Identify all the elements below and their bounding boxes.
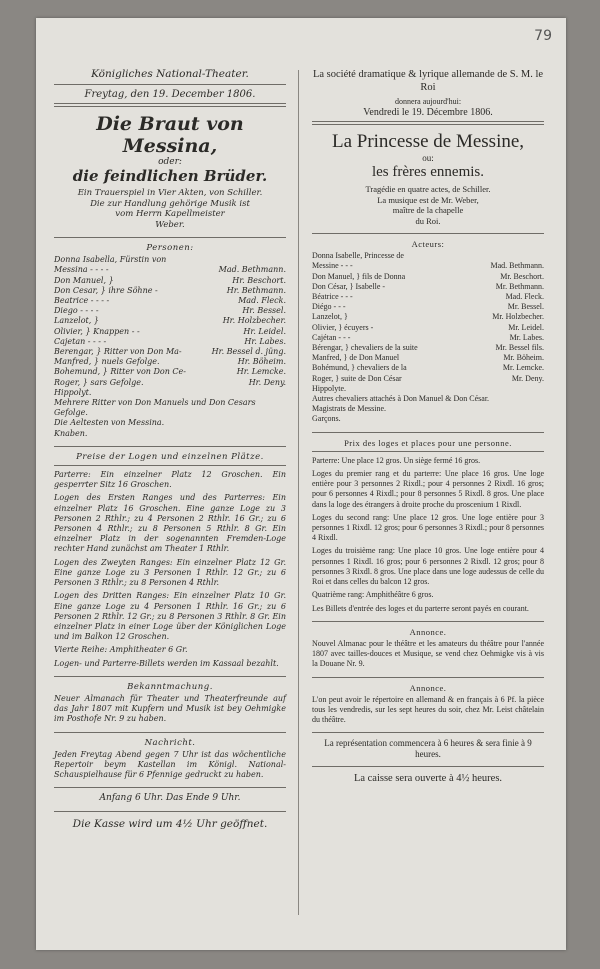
cast-row: Donna Isabella, Fürstin von — [54, 255, 167, 265]
de-desc-line: vom Herrn Kapellmeister — [115, 209, 225, 219]
cast-row: Roger, } sars Gefolge. Hr. Deny. — [54, 377, 286, 387]
de-rule — [54, 446, 286, 447]
cast-extra: Die Aeltesten von Messina. — [54, 418, 165, 428]
cast-row: Cajétan - - - Mr. Labes. — [312, 332, 544, 342]
de-price-entry: Logen des Dritten Ranges: Ein einzelner Platz 10 Gr. Eine ganze Loge zu 4 Personen 1 Rthlr. 16 Gr.; zu 6 Personen 2 Rthlr. 12 Gr.; zu 8 Personen 3 Rthlr. 8 Gr. Ein einzelner Platz in einer Loge über der Königlichen Loge und im Balkon 12 Groschen. — [54, 591, 286, 642]
cast-row: Berengar, } Ritter von Don Ma- Hr. Bessel d. jüng. — [54, 347, 286, 357]
cast-row: Don César, } Isabelle - Mr. Bethmann. — [312, 281, 544, 291]
cast-row: Donna Isabelle, Princesse de — [312, 251, 404, 261]
de-price-entry: Vierte Reihe: Amphitheater 6 Gr. — [54, 645, 188, 655]
fr-price-entry: Loges du troisième rang: Une place 10 gros. Une loge entière pour 4 personnes 1 Rixdl. 16 gros; pour 6 personnes 2 Rixdl. 12 gros; pour 8 personnes 3 Rixdl. 8 gros. Une place dans une loge audessus de celle du Roi et dans celles du balcon 12 gros. — [312, 546, 544, 587]
cast-row: Beatrice - - - - Mad. Fleck. — [54, 296, 286, 306]
de-notice-heading: Bekanntmachung. — [127, 681, 213, 692]
fr-times: La représentation commencera à 6 heures & sera finie à 9 heures. — [324, 738, 532, 759]
fr-desc-line: Tragédie en quatre actes, de Schiller. — [365, 184, 491, 194]
fr-desc-line: La musique est de Mr. Weber, — [377, 194, 479, 205]
de-date: Freytag, den 19. December 1806. — [84, 89, 256, 100]
fr-play-title: La Princesse de Messine, — [331, 131, 525, 152]
fr-rule — [312, 621, 544, 622]
german-column — [54, 68, 286, 831]
de-theatre-name: Königliches National-Theater. — [91, 68, 249, 80]
fr-rule — [312, 121, 544, 125]
cast-row: Manfred, } de Don Manuel Mr. Böheim. — [312, 353, 544, 363]
de-or: oder: — [158, 157, 182, 167]
de-times: Anfang 6 Uhr. Das Ende 9 Uhr. — [99, 793, 241, 804]
de-desc-line: Ein Trauerspiel in Vier Akten, von Schiller. — [77, 188, 263, 198]
cast-row: Olivier, } écuyers - Mr. Leidel. — [312, 322, 544, 332]
cast-row: Bohémund, } chevaliers de la Mr. Lemcke. — [312, 363, 544, 373]
cast-row: Messina - - - - Mad. Bethmann. — [54, 265, 286, 275]
fr-rule — [312, 732, 544, 733]
de-rule — [54, 787, 286, 788]
playbill-sheet — [36, 18, 566, 950]
cast-extra: Autres chevaliers attachés à Don Manuel & Don César. — [312, 394, 490, 404]
fr-donnera: donnera aujourd'hui: — [394, 97, 462, 106]
de-rule — [54, 237, 286, 238]
fr-date: Vendredi le 19. Décembre 1806. — [363, 107, 493, 118]
cast-row: Cajetan - - - - Hr. Labes. — [54, 336, 286, 346]
de-price-entry: Logen- und Parterre-Billets werden im Kassaal bezahlt. — [54, 658, 279, 668]
de-news-heading: Nachricht. — [144, 737, 196, 748]
cast-row: Don Manuel, } Hr. Beschort. — [54, 275, 286, 285]
de-rule — [54, 103, 286, 107]
cast-row: Don Cesar, } ihre Söhne - Hr. Bethmann. — [54, 285, 286, 295]
cast-extra: Garçons. — [312, 414, 341, 424]
cast-row: Roger, } suite de Don César Mr. Deny. — [312, 373, 544, 383]
cast-row: Diego - - - - Hr. Bessel. — [54, 306, 286, 316]
fr-rule — [312, 677, 544, 678]
cast-row: Olivier, } Knappen - - Hr. Leidel. — [54, 326, 286, 336]
de-play-title: Die Braut von Messina, — [96, 113, 244, 157]
de-play-subtitle: die feindlichen Brüder. — [72, 167, 268, 185]
de-desc-line: Die zur Handlung gehörige Musik ist — [90, 198, 250, 209]
de-price-entry: Logen des Ersten Ranges und des Parterres: Ein einzelner Platz 16 Groschen. Eine ganze Loge zu 3 Personen 2 Rthlr.; zu 4 Personen 2 Rthlr. 16 Gr.; zu 6 Personen 4 Rthlr.; zu 8 Personen 5 Rthlr. 8 Gr. Ein einzelner Platz in der sogenannten Fremden-Loge rechter Hand zunächst am Theater 1 Rthlr. — [54, 493, 286, 554]
fr-price-entry: Loges du premier rang et du parterre: Une place 16 gros. Une loge entière pour 3 personnes 2 Rixdl.; pour 4 personnes 2 Rixdl. 16 gros; pour 6 personnes 4 Rixdl.; pour 8 personnes 5 Rixdl. 8 gros. Une place dans la loge des étrangers à droite proche du proscenium 1 Rixdl. — [312, 469, 544, 509]
fr-or: ou: — [422, 153, 434, 163]
fr-desc-line: maître de la chapelle — [392, 205, 464, 215]
fr-box-office: La caisse sera ouverte à 4½ heures. — [353, 772, 503, 784]
de-cast-list — [54, 255, 286, 439]
de-price-entry: Parterre: Ein einzelner Platz 12 Groschen. Ein gesperrter Sitz 16 Groschen. — [54, 470, 286, 490]
cast-extra: Mehrere Ritter von Don Manuels und Don Cesars Gefolge. — [54, 398, 256, 418]
cast-row: Don Manuel, } fils de Donna Mr. Beschort. — [312, 271, 544, 281]
cast-row: Bérengar, } chevaliers de la suite Mr. Bessel fils. — [312, 343, 544, 353]
de-rule — [54, 465, 286, 466]
de-cast-heading: Personen: — [146, 243, 194, 253]
french-column — [312, 68, 544, 786]
fr-price-entry: Loges du second rang: Une place 12 gros. Une loge entière pour 3 personnes 1 Rixdl. 12 gros; pour 6 personnes 3 Rixdl.; pour 8 personnes 4 Rixdl. — [312, 512, 544, 543]
fr-rule — [312, 432, 544, 433]
cast-row: Diégo - - - Mr. Bessel. — [312, 302, 544, 312]
fr-theatre-name: La société dramatique & lyrique allemande de S. M. le Roi — [312, 69, 544, 93]
fr-prices-heading: Prix des loges et places pour une personne. — [344, 437, 512, 448]
fr-description — [312, 184, 544, 226]
cast-extra: Knaben. — [54, 428, 88, 438]
fr-play-subtitle: les frères ennemis. — [371, 164, 485, 180]
de-rule — [54, 811, 286, 812]
cast-row: Béatrice - - - Mad. Fleck. — [312, 292, 544, 302]
column-divider — [298, 70, 299, 915]
cast-extra: Magistrats de Messine. — [312, 404, 386, 414]
fr-cast-heading: Acteurs: — [411, 239, 445, 249]
fr-news-heading: Annonce. — [409, 682, 447, 693]
fr-notice-heading: Annonce. — [409, 626, 447, 637]
de-prices-heading: Preise der Logen und einzelnen Plätze. — [76, 451, 264, 462]
cast-row: Manfred, } nuels Gefolge. Hr. Böheim. — [54, 357, 286, 367]
cast-row: Lanzelot, } Mr. Holzbecher. — [312, 312, 544, 322]
de-description — [54, 188, 286, 230]
fr-notice-text: Nouvel Almanac pour le théâtre et les amateurs du théâtre pour l'année 1807 avec tailles-douces et Musique, se vend chez Oehmigke vis à vis la Douane Nr. 9. — [312, 638, 544, 669]
de-rule — [54, 676, 286, 677]
cast-row: Lanzelot, } Hr. Holzbecher. — [54, 316, 286, 326]
fr-news-text: L'on peut avoir le répertoire en allemand & en français à 6 Pf. la pièce tous les vendredis, sur les sept heures du soir, chez Mr. Leist châtelain du théâtre. — [312, 694, 544, 725]
de-desc-line: Weber. — [155, 219, 185, 230]
cast-row: Bohemund, } Ritter von Don Ce- Hr. Lemcke. — [54, 367, 286, 377]
fr-rule — [312, 451, 544, 452]
de-news-text: Jeden Freytag Abend gegen 7 Uhr ist das wöchentliche Repertoir beym Kastellan im Königl. National-Schauspielhause für 6 Pfennige gedruckt zu haben. — [54, 749, 286, 780]
de-box-office: Die Kasse wird um 4½ Uhr geöffnet. — [72, 817, 268, 830]
sheet-number: 79 — [534, 28, 552, 44]
fr-desc-line: du Roi. — [415, 215, 441, 226]
fr-cast-list — [312, 251, 544, 424]
de-rule — [54, 732, 286, 733]
cast-row: Messine - - - Mad. Bethmann. — [312, 261, 544, 271]
cast-row: Hippolyt. — [54, 387, 92, 397]
fr-price-entry: Parterre: Une place 12 gros. Un siège fermé 16 gros. — [312, 455, 481, 465]
fr-price-entry: Quatrième rang: Amphithéâtre 6 gros. — [312, 590, 434, 600]
de-notice-text: Neuer Almanach für Theater und Theaterfreunde auf das Jahr 1807 mit Kupfern und Musik ist bey Oehmigke im Posthofe Nr. 9 zu haben. — [54, 693, 286, 724]
fr-rule — [312, 766, 544, 767]
de-price-entry: Logen des Zweyten Ranges: Ein einzelner Platz 12 Gr. Eine ganze Loge zu 3 Personen 1 Rthlr. 12 Gr.; zu 6 Personen 3 Rthlr.; zu 8 Personen 4 Rthlr. — [54, 557, 286, 588]
de-rule — [54, 84, 286, 85]
cast-row: Hippolyte. — [312, 383, 346, 393]
fr-rule — [312, 233, 544, 234]
fr-price-entry: Les Billets d'entrée des loges et du parterre seront payés en courant. — [312, 603, 529, 613]
